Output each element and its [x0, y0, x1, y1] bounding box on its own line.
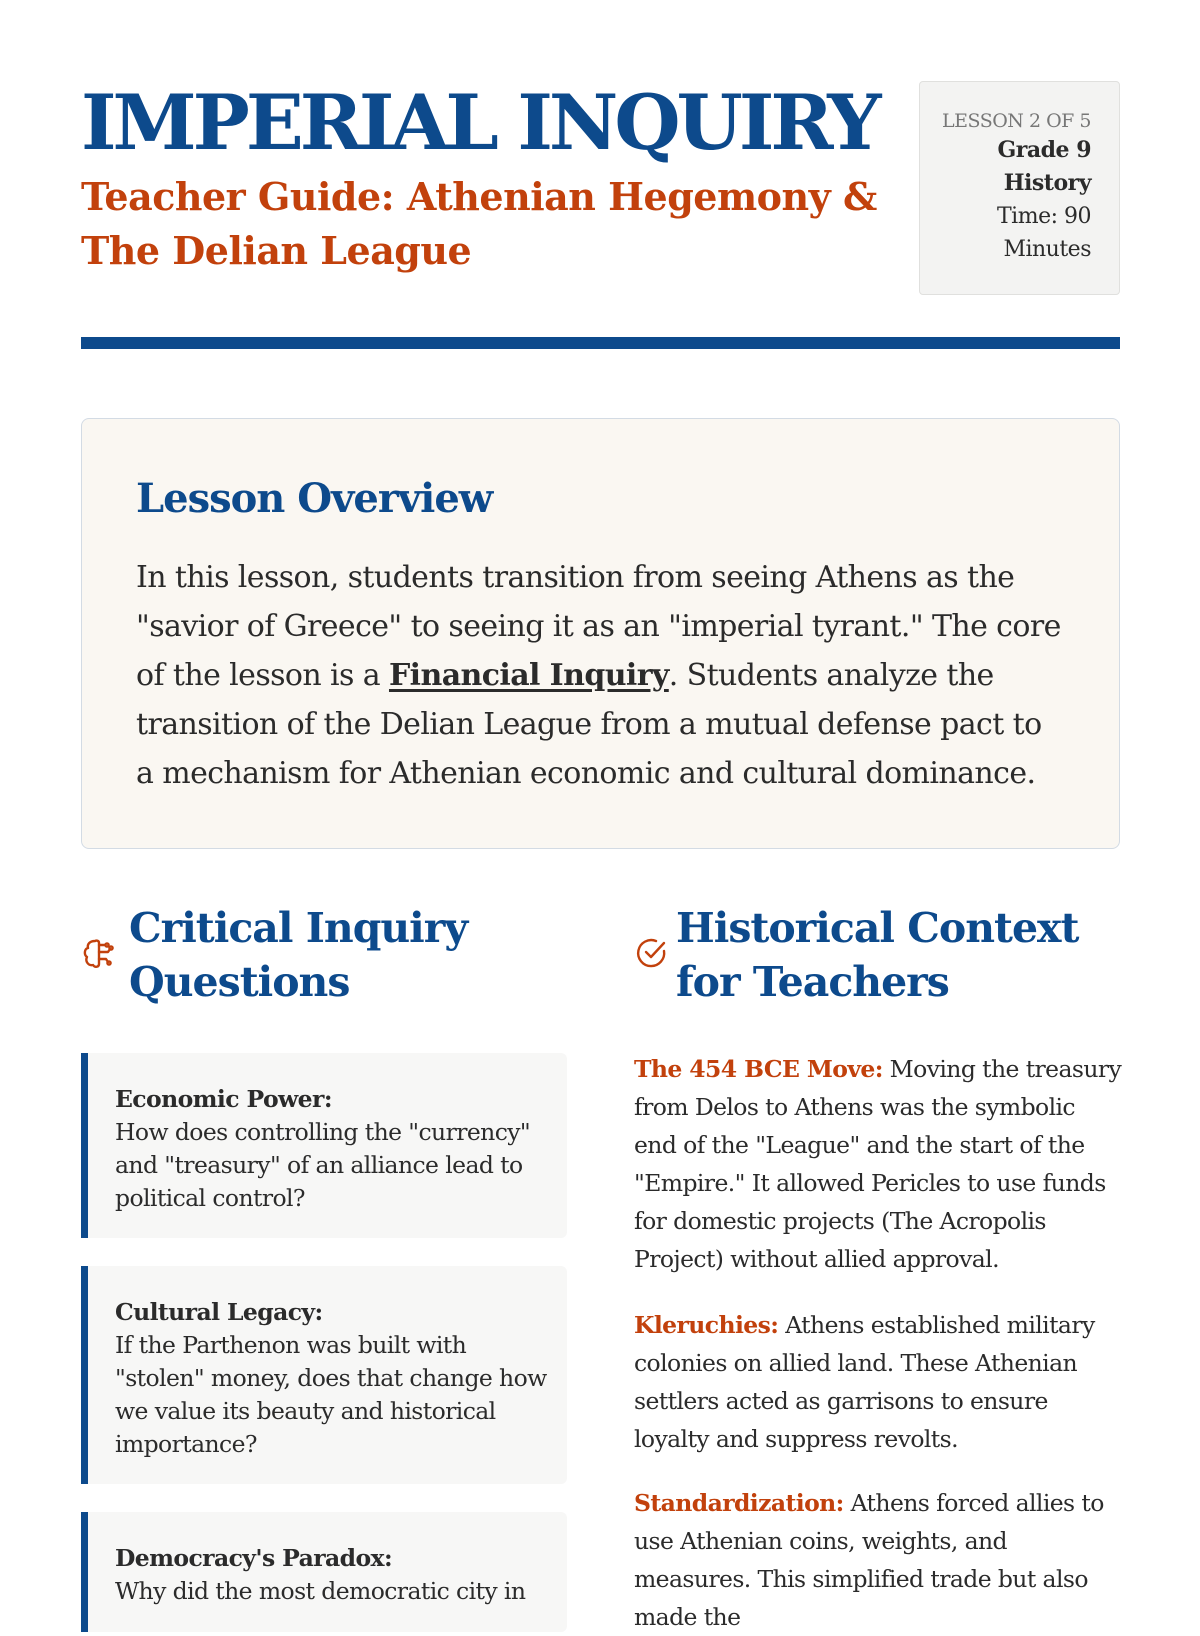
context-title: Historical Context for Teachers — [676, 904, 1079, 1006]
lesson-overview-card — [81, 418, 1120, 849]
context-text: Athens forced allies to use Athenian coins, weights, and measures. This simplified trade but also made the — [634, 1489, 1104, 1631]
context-text: Moving the treasury from Delos to Athens was the symbolic end of the "League" and the start of the "Empire." It allowed Pericles to use funds for domestic projects (The Acropolis Project) without allied approval. — [634, 1055, 1122, 1273]
lesson-duration: Time: 90 Minutes — [997, 204, 1091, 262]
context-label: Kleruchies: — [634, 1311, 779, 1339]
question-text: If the Parthenon was built with "stolen" money, does that change how we value its beauty and historical importance? — [115, 1331, 547, 1458]
check-circle-icon — [634, 935, 670, 971]
question-text: Why did the most democratic city in — [115, 1577, 526, 1605]
context-text: Athens established military colonies on allied land. These Athenian settlers acted as garrisons to ensure loyalty and suppress revolts. — [634, 1311, 1095, 1453]
question-title: Economic Power: — [115, 1085, 332, 1113]
questions-title: Critical Inquiry Questions — [129, 904, 468, 1006]
overview-emphasis: Financial Inquiry — [388, 658, 669, 693]
question-title: Democracy's Paradox: — [115, 1544, 393, 1572]
question-card — [81, 1266, 567, 1484]
context-label: Standardization: — [634, 1489, 844, 1517]
guide-subtitle: Teacher Guide: Athenian Hegemony & The Delian League — [81, 174, 877, 273]
question-text: How does controlling the "currency" and "treasury" of an alliance lead to political control? — [115, 1118, 531, 1212]
overview-text — [136, 553, 1065, 798]
overview-text-start: In this lesson, students transition from seeing Athens as the "savior of Greece" to seeing it as an "imperial tyrant." The core of the lesson is a — [136, 560, 1061, 693]
question-card — [81, 1512, 567, 1632]
context-header — [634, 901, 1134, 1009]
overview-text-end: . Students analyze the transition of the Delian League from a mutual defense pact to a mechanism for Athenian economic and cultural dominance. — [136, 658, 1042, 791]
questions-header — [81, 901, 571, 1009]
lesson-meta-box — [919, 81, 1120, 295]
question-card — [81, 1053, 567, 1238]
context-label: The 454 BCE Move: — [634, 1055, 883, 1083]
grade-level: Grade 9 History — [997, 137, 1091, 196]
context-item — [634, 1050, 1124, 1278]
context-item — [634, 1484, 1124, 1636]
lesson-number: LESSON 2 OF 5 — [942, 110, 1091, 132]
brand-title: IMPERIAL INQUIRY — [81, 78, 878, 167]
context-item — [634, 1306, 1124, 1458]
overview-title: Lesson Overview — [136, 475, 493, 522]
brain-icon — [81, 935, 117, 971]
question-title: Cultural Legacy: — [115, 1298, 323, 1326]
header-divider — [81, 337, 1120, 349]
